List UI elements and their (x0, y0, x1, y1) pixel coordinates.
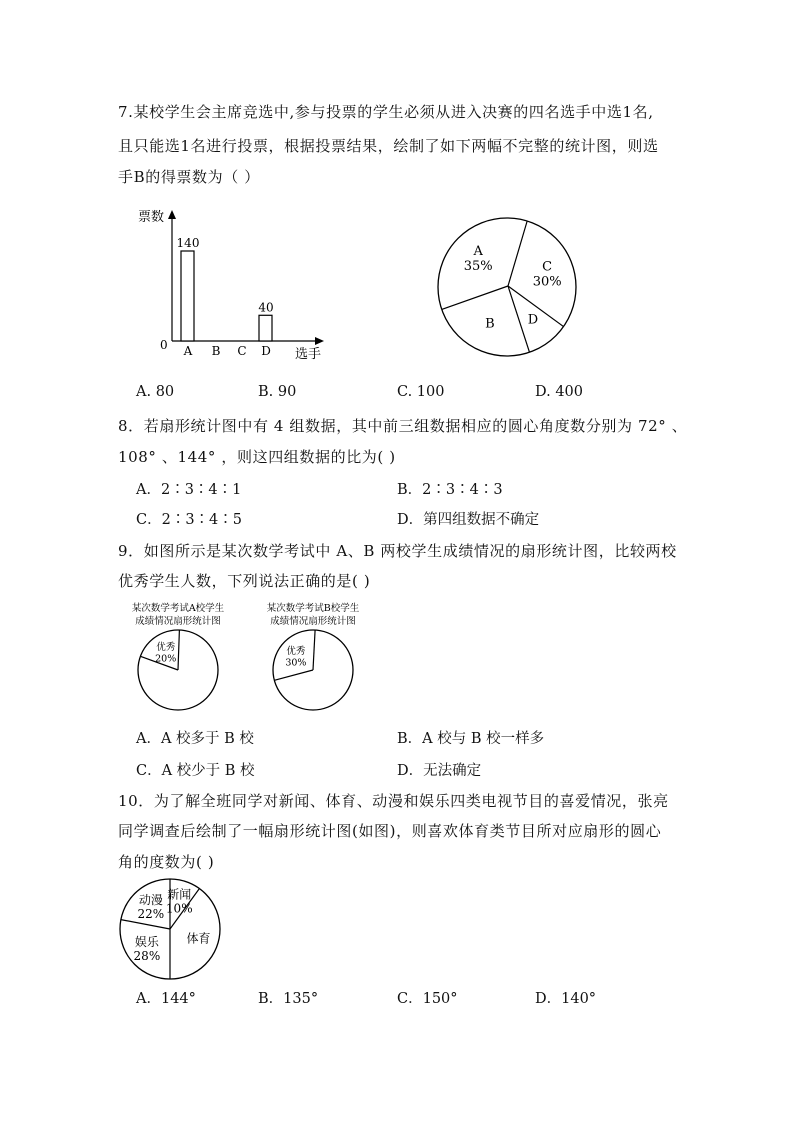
q8-option-a[interactable]: A．2∶3∶4∶1 (136, 482, 242, 498)
q10-line-3: 角的度数为( ) (118, 853, 215, 871)
pie7-slice-name-1: D (527, 312, 539, 328)
chart-b-title-2: 成绩情况扇形统计图 (270, 616, 356, 627)
pie10-slice-label-3: 22% (137, 906, 165, 921)
q8-line-2: 108° 、144° ，则这四组数据的比为( ) (118, 448, 396, 466)
q8-option-d[interactable]: D．第四组数据不确定 (397, 512, 540, 528)
bar-category-B: B (211, 344, 221, 358)
bar-origin: 0 (160, 338, 168, 352)
bar-category-A: A (183, 344, 193, 358)
bar-category-C: C (237, 344, 247, 358)
pie10-slice-name-2: 娱乐 (134, 935, 159, 950)
q10-option-b[interactable]: B．135° (258, 991, 319, 1007)
chart-a-title-1: 某次数学考试A校学生 (131, 603, 225, 614)
pie7-slice-name-3: A (473, 244, 483, 260)
q10-line-2: 同学调查后绘制了一幅扇形统计图(如图)，则喜欢体育类节目所对应扇形的圆心 (118, 822, 662, 840)
pieB-slice-label-0: 30% (285, 657, 307, 669)
bar-D (259, 315, 272, 341)
pie10-slice-name-3: 动漫 (138, 892, 163, 907)
q9-line-1: 9．如图所示是某次数学考试中 A、B 两校学生成绩情况的扇形统计图，比较两校 (118, 542, 677, 560)
pie7-slice-name-0: C (542, 259, 553, 275)
chart-a-title-2: 成绩情况扇形统计图 (135, 616, 221, 627)
q7-pie-chart (435, 216, 580, 358)
bar-ylabel: 票数 (138, 210, 165, 225)
pie10-slice-label-2: 28% (133, 949, 161, 964)
pieA-slice-name-0: 优秀 (156, 641, 176, 653)
pie7-slice-name-2: B (485, 316, 495, 332)
q9-option-b[interactable]: B．A 校与 B 校一样多 (397, 731, 545, 747)
q7-line-1: 7.某校学生会主席竞选中,参与投票的学生必须从进入决赛的四名选手中选1名, (118, 103, 654, 121)
pie10-slice-name-0: 新闻 (167, 887, 192, 902)
q7-line-2: 且只能选1名进行投票，根据投票结果，绘制了如下两幅不完整的统计图，则选 (118, 137, 659, 155)
pieA-slice-label-0: 20% (155, 653, 177, 665)
q9-option-d[interactable]: D．无法确定 (397, 763, 482, 779)
q10-pie-chart (117, 876, 223, 982)
q10-option-d[interactable]: D．140° (535, 991, 597, 1007)
bar-value-label-D: 40 (258, 300, 274, 315)
q9-chart-a (122, 600, 234, 712)
pie7-slice-label-3: 35% (463, 259, 493, 275)
bar-value-label-A: 140 (176, 236, 200, 250)
q7-option-b[interactable]: B. 90 (258, 384, 297, 400)
q8-line-1: 8．若扇形统计图中有 4 组数据，其中前三组数据相应的圆心角度数分别为 72° 、 (118, 417, 688, 435)
q10-line-1: 10．为了解全班同学对新闻、体育、动漫和娱乐四类电视节目的喜爱情况，张亮 (118, 792, 669, 810)
q7-option-c[interactable]: C. 100 (397, 384, 445, 400)
q9-chart-b (257, 600, 369, 712)
q8-option-b[interactable]: B．2∶3∶4∶3 (397, 482, 503, 498)
q10-option-a[interactable]: A．144° (136, 991, 196, 1007)
q7-option-d[interactable]: D. 400 (535, 384, 584, 400)
q7-line-3: 手B的得票数为（ ） (118, 168, 260, 186)
bar-A (181, 251, 194, 341)
q10-option-c[interactable]: C．150° (397, 991, 458, 1007)
pie7-slice-label-0: 30% (532, 274, 562, 290)
pieB-slice-name-0: 优秀 (286, 646, 306, 658)
chart-b-title-1: 某次数学考试B校学生 (266, 603, 360, 614)
q8-option-c[interactable]: C．2∶3∶4∶5 (136, 512, 242, 528)
q9-line-2: 优秀学生人数，下列说法正确的是( ) (118, 572, 371, 590)
q9-option-c[interactable]: C．A 校少于 B 校 (136, 763, 255, 779)
q7-option-a[interactable]: A. 80 (136, 384, 175, 400)
bar-category-D: D (261, 344, 271, 358)
pie10-slice-label-0: 10% (165, 901, 193, 916)
pie10-slice-name-1: 体育 (186, 931, 211, 946)
q9-option-a[interactable]: A．A 校多于 B 校 (136, 731, 254, 747)
q7-bar-chart (130, 205, 340, 365)
bar-xlabel: 选手 (295, 347, 322, 362)
